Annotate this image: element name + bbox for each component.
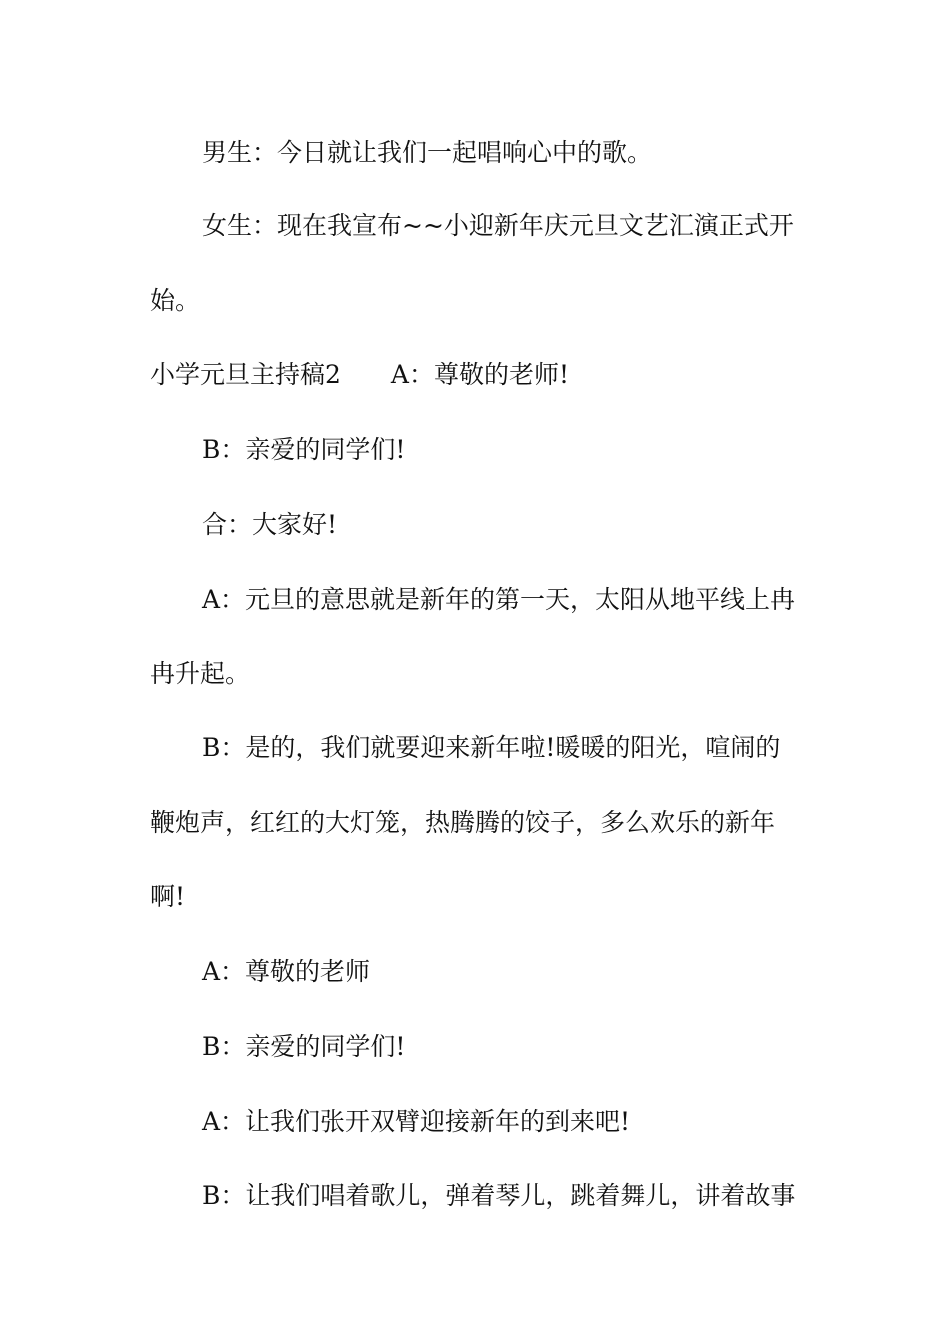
paragraph-line: 合：大家好! xyxy=(202,510,338,539)
section-heading: 小学元旦主持稿2 xyxy=(150,360,341,389)
paragraph-line: 啊! xyxy=(150,882,186,911)
paragraph-line: B：让我们唱着歌儿，弹着琴儿，跳着舞儿，讲着故事 xyxy=(202,1181,796,1210)
paragraph-line: B：亲爱的同学们! xyxy=(202,435,406,464)
paragraph-line: B：亲爱的同学们! xyxy=(202,1032,406,1061)
paragraph-line: A：元旦的意思就是新年的第一天，太阳从地平线上冉 xyxy=(202,585,796,614)
paragraph-line: A：尊敬的老师 xyxy=(202,957,371,986)
paragraph-line: B：是的，我们就要迎来新年啦!暖暖的阳光，喧闹的 xyxy=(202,733,781,762)
paragraph-line: 鞭炮声，红红的大灯笼，热腾腾的饺子，多么欢乐的新年 xyxy=(150,808,776,837)
paragraph-line: 女生：现在我宣布~~小迎新年庆元旦文艺汇演正式开 xyxy=(202,211,794,240)
paragraph-line: 始。 xyxy=(150,286,201,315)
paragraph-line: A：让我们张开双臂迎接新年的到来吧! xyxy=(202,1107,631,1136)
paragraph-line: 男生：今日就让我们一起唱响心中的歌。 xyxy=(202,138,653,167)
section-heading-row xyxy=(150,355,810,395)
paragraph-line: A：尊敬的老师! xyxy=(390,360,570,389)
paragraph-line: 冉升起。 xyxy=(150,659,251,688)
